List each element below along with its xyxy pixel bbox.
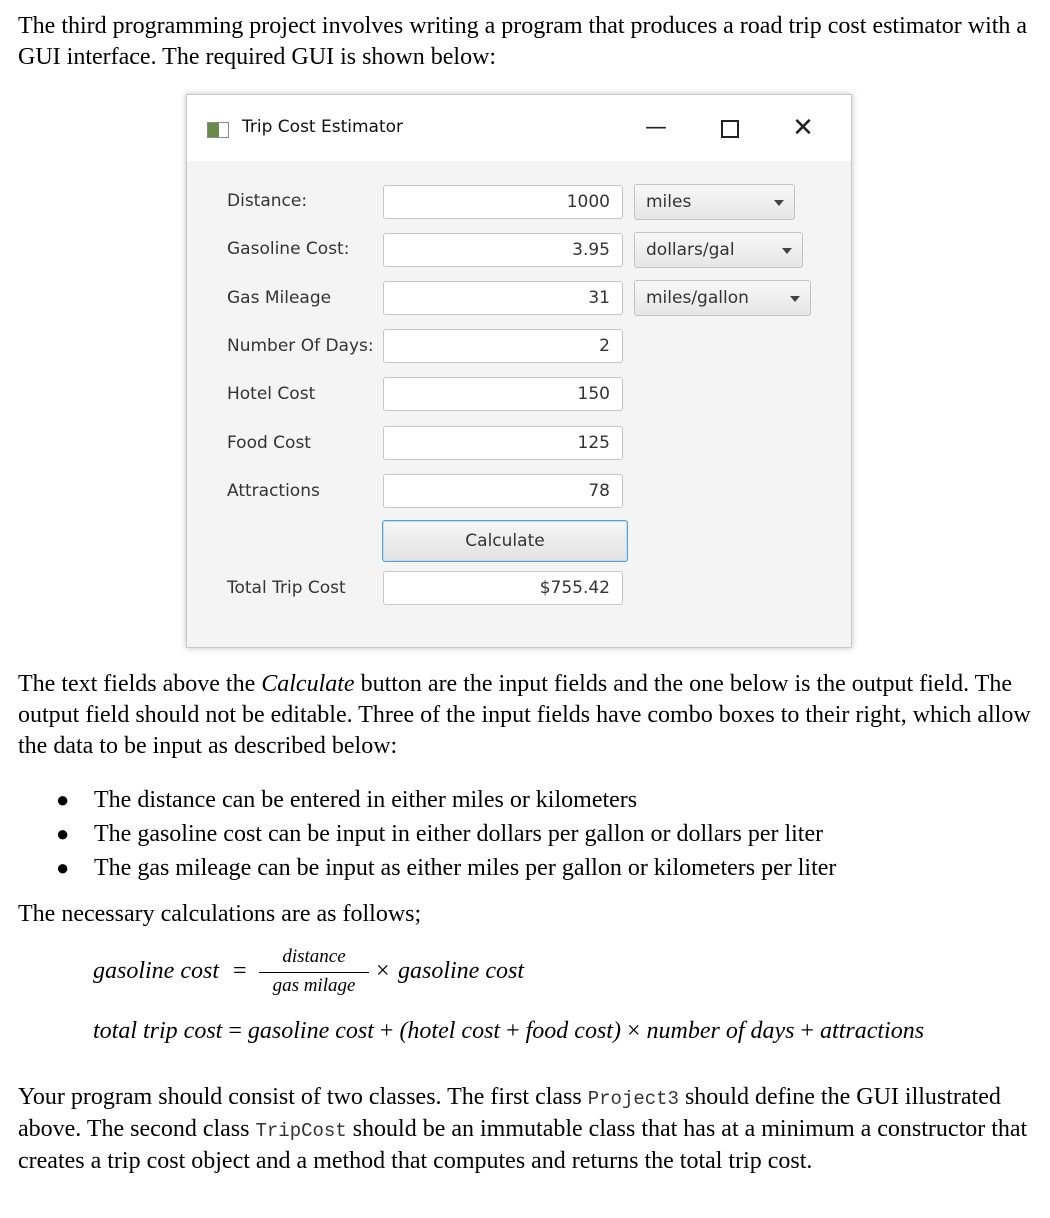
equation-term: gasoline cost — [247, 1018, 374, 1044]
list-item — [0, 783, 836, 817]
calculate-button[interactable]: Calculate — [382, 520, 628, 562]
gasoline-cost-field-box — [383, 233, 623, 267]
gas-mileage-label: Gas Mileage — [227, 288, 332, 308]
food-cost-field-box — [383, 426, 623, 460]
equation-term: (hotel cost — [399, 1018, 501, 1044]
window-title: Trip Cost Estimator — [242, 117, 404, 137]
gas-mileage-unit-value: miles/gallon — [646, 288, 749, 308]
attractions-field-box — [383, 474, 623, 508]
attractions-input[interactable] — [384, 475, 622, 507]
equation-term: number of days — [646, 1018, 795, 1044]
bullet-text: The gas mileage can be input as either miles per gallon or kilometers per liter — [94, 855, 837, 881]
gasoline-cost-unit-value: dollars/gal — [646, 240, 735, 260]
list-item — [0, 851, 836, 885]
bullet-icon: ● — [56, 821, 70, 846]
distance-field-box — [383, 185, 623, 219]
intro-paragraph: The third programming project involves writing a program that produces a road trip cost estimator with a GUI interface. The required GUI is shown below: — [18, 13, 1028, 70]
chevron-down-icon — [774, 200, 784, 206]
equation-term: food cost) — [525, 1018, 621, 1044]
explain-text-1: The text fields above the — [18, 671, 262, 697]
distance-unit-combo[interactable] — [634, 184, 795, 220]
total-trip-cost-field-box — [383, 571, 623, 605]
gas-mileage-input[interactable] — [384, 282, 622, 314]
bullet-icon: ● — [56, 855, 70, 880]
closing-paragraph — [18, 1082, 1033, 1176]
bullet-text: The distance can be entered in either miles or kilometers — [94, 787, 638, 813]
distance-unit-value: miles — [646, 192, 692, 212]
times-sign: × — [376, 958, 390, 984]
attractions-label: Attractions — [227, 481, 320, 501]
hotel-cost-field-box — [383, 377, 623, 411]
total-trip-cost-label: Total Trip Cost — [227, 578, 346, 598]
class-name-tripcost: TripCost — [255, 1120, 347, 1142]
minimize-button[interactable]: — — [645, 115, 667, 140]
calculations-intro: The necessary calculations are as follows; — [18, 901, 422, 927]
trip-cost-estimator-window — [186, 94, 852, 648]
total-trip-cost-equation: total trip cost = gasoline cost + (hotel cost + food cost) × number of days + attractions — [93, 1018, 925, 1044]
gasoline-cost-equation — [93, 944, 593, 1004]
equation-numerator: distance — [282, 946, 346, 967]
maximize-button[interactable] — [710, 109, 750, 147]
hotel-cost-label: Hotel Cost — [227, 384, 316, 404]
total-trip-cost-output — [384, 572, 622, 604]
gasoline-cost-input[interactable] — [384, 234, 622, 266]
equation-lhs: gasoline cost — [93, 958, 219, 984]
class-name-project3: Project3 — [587, 1088, 679, 1110]
close-button[interactable]: ✕ — [792, 113, 814, 143]
closing-text-3: should be an immutable class that has at a minimum a constructor that creates a trip cost object and a method that computes and returns the total trip cost. — [18, 1116, 1028, 1174]
number-of-days-input[interactable] — [384, 330, 622, 362]
gasoline-cost-unit-combo[interactable] — [634, 232, 803, 268]
equation-term: total trip cost — [93, 1018, 223, 1044]
maximize-icon — [721, 120, 739, 138]
calculate-word: Calculate — [261, 671, 355, 697]
bullet-icon: ● — [56, 787, 70, 812]
chevron-down-icon — [782, 248, 792, 254]
bullet-text: The gasoline cost can be input in either dollars per gallon or dollars per liter — [94, 821, 824, 847]
app-icon — [207, 122, 229, 138]
gasoline-cost-label: Gasoline Cost: — [227, 239, 350, 259]
window-titlebar — [187, 95, 851, 161]
number-of-days-field-box — [383, 329, 623, 363]
equals-sign: = — [233, 958, 247, 984]
chevron-down-icon — [790, 296, 800, 302]
equation-denominator: gas milage — [272, 975, 356, 996]
food-cost-input[interactable] — [384, 427, 622, 459]
hotel-cost-input[interactable] — [384, 378, 622, 410]
distance-label: Distance: — [227, 191, 308, 211]
explanation-paragraph — [18, 669, 1033, 762]
closing-text-1: Your program should consist of two classes. The first class — [18, 1084, 588, 1110]
closing-text-2: should define the GUI illustrated above. The second class — [18, 1084, 1001, 1142]
fraction-bar — [259, 972, 369, 973]
gas-mileage-unit-combo[interactable] — [634, 280, 811, 316]
gas-mileage-field-box — [383, 281, 623, 315]
distance-input[interactable] — [384, 186, 622, 218]
equation-term: attractions — [820, 1018, 925, 1044]
explain-text-2: button are the input fields and the one below is the output field. The output field should not be editable. Three of the input fields have combo boxes to their right, which allow the data to be input as described below: — [18, 671, 1031, 759]
input-options-list — [0, 783, 836, 885]
number-of-days-label: Number Of Days: — [227, 336, 374, 356]
equation-rhs: gasoline cost — [398, 958, 524, 984]
food-cost-label: Food Cost — [227, 433, 311, 453]
list-item — [0, 817, 836, 851]
